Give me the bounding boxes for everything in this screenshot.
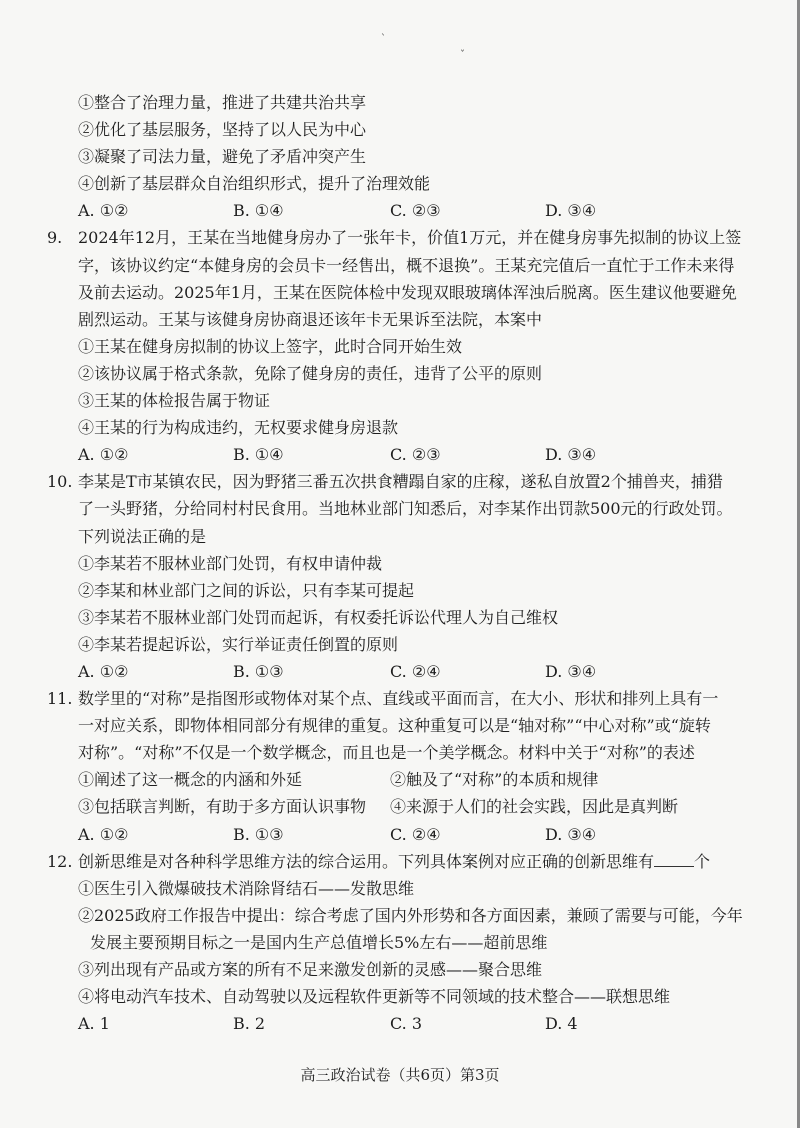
stem-end: 个 (694, 851, 711, 871)
q11-statements-row-1 (0, 766, 800, 793)
option-d: D. 4 (545, 1014, 578, 1034)
q12-statement-2: ②2025政府工作报告中提出：综合考虑了国内外形势和各方面因素，兼顾了需要与可能，今年 (78, 905, 743, 925)
q11-statement-3: ③包括联言判断，有助于多方面认识事物 (78, 797, 367, 817)
q11-stem-line-3: 对称”。“对称”不仅是一个数学概念，而且也是一个美学概念。材料中关于“对称”的表述 (78, 743, 695, 763)
option-d: D. ③④ (545, 445, 597, 465)
question-number: 9. (47, 228, 63, 248)
q8-statement-4: ④创新了基层群众自治组织形式，提升了治理效能 (78, 174, 431, 194)
q10-stem-line-3: 下列说法正确的是 (78, 526, 207, 546)
q10-statement-1: ①李某若不服林业部门处罚，有权申请仲裁 (78, 553, 383, 573)
q12-statement-3: ③列出现有产品或方案的所有不足来激发创新的灵感——聚合思维 (78, 960, 543, 979)
option-a: A. 1 (78, 1014, 110, 1034)
option-c: C. ②③ (390, 445, 441, 465)
q12-statement-4: ④将电动汽车技术、自动驾驶以及远程软件更新等不同领域的技术整合——联想思维 (78, 987, 671, 1007)
question-number: 10. (47, 472, 73, 492)
q9-statement-3: ③王某的体检报告属于物证 (78, 391, 271, 411)
q9-stem-line-4: 剧烈运动。王某与该健身房协商退还该年卡无果诉至法院，本案中 (78, 309, 543, 329)
option-d: D. ③④ (545, 824, 597, 844)
question-number: 12. (47, 851, 73, 871)
q11-statement-1: ①阐述了这一概念的内涵和外延 (78, 770, 303, 790)
q11-options (0, 821, 800, 848)
q9-stem-line-3: 及前去运动。2025年1月，王某在医院体检中发现双眼玻璃体浑浊后脱离。医生建议他要避免 (78, 282, 737, 302)
q10-options (0, 658, 800, 685)
q8-statement-1: ①整合了治理力量，推进了共建共治共享 (78, 93, 367, 112)
option-b: B. ①③ (233, 824, 284, 844)
q9-statement-1: ①王某在健身房拟制的协议上签字，此时合同开始生效 (78, 336, 463, 356)
stem-text: 2024年12月，王某在当地健身房办了一张年卡，价值1万元，并在健身房事先拟制的协议上签 (78, 228, 742, 248)
option-c: C. ②④ (390, 661, 441, 681)
exam-page (0, 89, 800, 1037)
q9-statement-2: ②该协议属于格式条款，免除了健身房的责任，违背了公平的原则 (78, 363, 543, 383)
q9-stem-line-2: 字，该协议约定“本健身房的会员卡一经售出，概不退换”。王某充完值后一直忙于工作未来得 (78, 255, 735, 275)
option-a: A. ①② (78, 201, 129, 221)
q11-statement-2: ②触及了“对称”的本质和规律 (390, 770, 599, 790)
scan-speck: ˇ (460, 50, 465, 61)
page-footer: 高三政治试卷（共6页）第3页 (300, 1066, 500, 1084)
stem-text: 李某是T市某镇农民，因为野猪三番五次拱食糟蹋自家的庄稼，遂私自放置2个捕兽夹，捕猎 (78, 472, 723, 492)
q9-stem-line-1 (0, 224, 800, 251)
option-a: A. ①② (78, 445, 129, 465)
q8-statement-2: ②优化了基层服务，坚持了以人民为中心 (78, 120, 367, 140)
option-b: B. ①④ (233, 445, 284, 465)
question-number: 11. (47, 689, 73, 709)
q12-options (0, 1010, 800, 1037)
q10-statement-4: ④李某若提起诉讼，实行举证责任倒置的原则 (78, 634, 399, 654)
q9-statement-4: ④王某的行为构成违约，无权要求健身房退款 (78, 418, 399, 438)
q11-statements-row-2 (0, 793, 800, 820)
q11-stem-line-1 (0, 685, 800, 712)
option-b: B. 2 (233, 1014, 266, 1034)
q12-statement-1: ①医生引入微爆破技术消除肾结石——发散思维 (78, 878, 415, 898)
q10-stem-line-2: 了一头野猪，分给同村村民食用。当地林业部门知悉后，对李某作出罚款500元的行政处罚。 (78, 499, 733, 519)
q10-statement-2: ②李某和林业部门之间的诉讼，只有李某可提起 (78, 580, 415, 600)
option-a: A. ①② (78, 661, 129, 681)
q12-stem (0, 848, 800, 875)
option-c: C. ②④ (390, 824, 441, 844)
q11-statement-4: ④来源于人们的社会实践，因此是真判断 (390, 797, 679, 817)
stem-text: 数学里的“对称”是指图形或物体对某个点、直线或平面而言，在大小、形状和排列上具有一 (78, 689, 719, 709)
option-d: D. ③④ (545, 661, 597, 681)
q10-stem-line-1 (0, 468, 800, 495)
q9-options (0, 441, 800, 468)
q8-statement-3: ③凝聚了司法力量，避免了矛盾冲突产生 (78, 147, 367, 167)
q11-stem-line-2: 一对应关系，即物体相同部分有规律的重复。这种重复可以是“轴对称”“中心对称”或“旋转 (78, 716, 711, 736)
q12-statement-2-cont: 发展主要预期目标之一是国内生产总值增长5%左右——超前思维 (90, 932, 548, 952)
option-a: A. ①② (78, 824, 129, 844)
q8-options (0, 197, 800, 224)
answer-blank (654, 852, 694, 867)
scan-speck: ˋ (381, 34, 386, 45)
option-b: B. ①④ (233, 201, 284, 221)
option-c: C. ②③ (390, 201, 441, 221)
q10-statement-3: ③李某若不服林业部门处罚而起诉，有权委托诉讼代理人为自己维权 (78, 607, 559, 627)
option-c: C. 3 (390, 1014, 423, 1034)
option-d: D. ③④ (545, 201, 597, 221)
stem-text: 创新思维是对各种科学思维方法的综合运用。下列具体案例对应正确的创新思维有 (78, 851, 655, 871)
option-b: B. ①③ (233, 661, 284, 681)
